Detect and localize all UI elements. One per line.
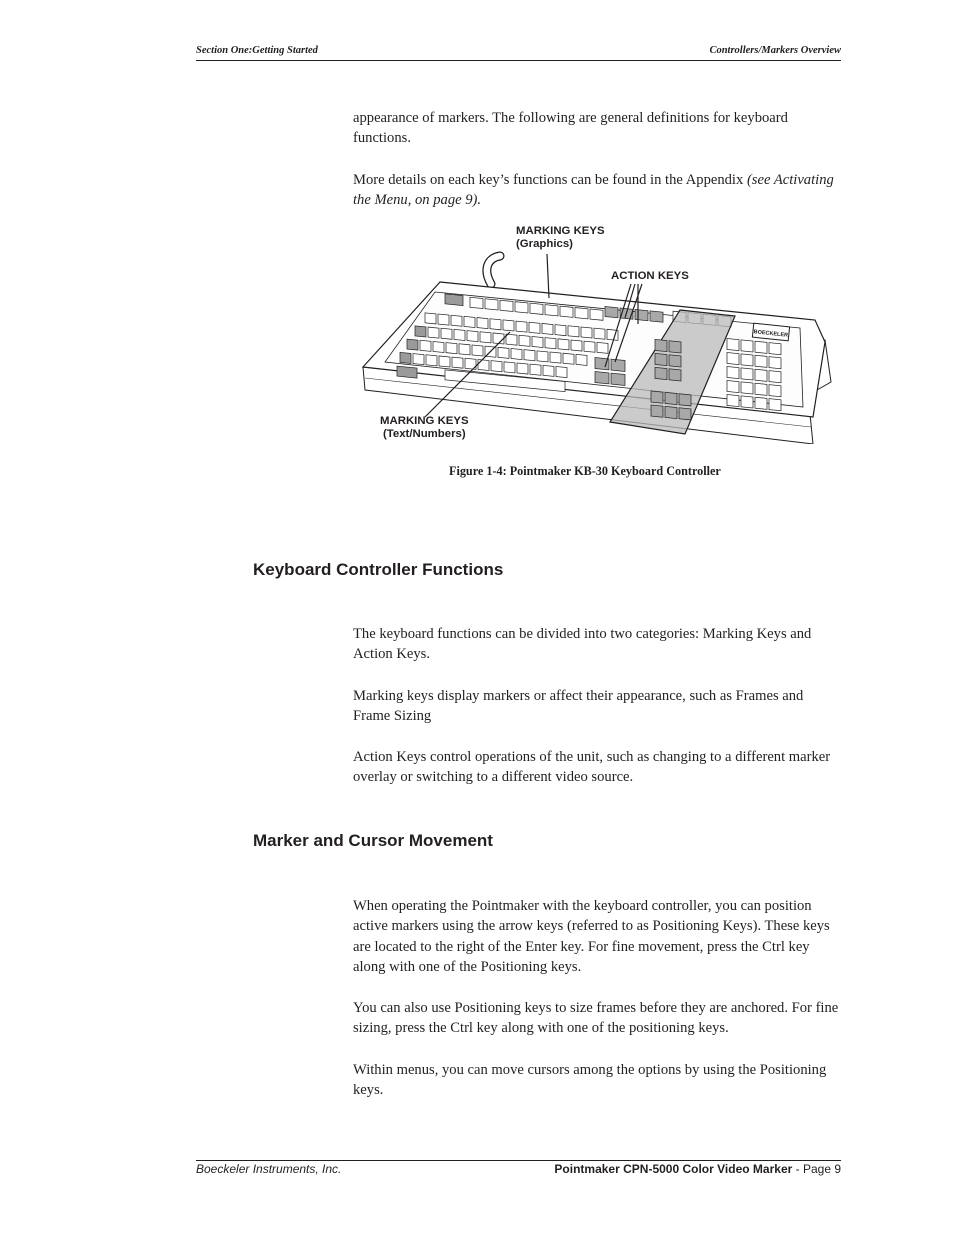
page-footer xyxy=(196,1160,841,1176)
keyboard-key xyxy=(478,359,489,370)
keyboard-key xyxy=(597,342,608,353)
keyboard-key xyxy=(537,351,548,362)
label-marking-keys-text-line1: MARKING KEYS xyxy=(380,415,469,427)
page-header xyxy=(196,45,841,61)
keyboard-figure xyxy=(355,222,845,444)
keyboard-key xyxy=(655,339,667,351)
footer-page-number: - Page 9 xyxy=(792,1162,841,1176)
keyboard-key xyxy=(575,308,588,319)
keyboard-key xyxy=(524,350,535,361)
keyboard-key xyxy=(446,343,457,354)
keyboard-key xyxy=(665,392,677,404)
keyboard-key xyxy=(769,385,781,397)
keyboard-key xyxy=(650,311,663,322)
keyboard-key xyxy=(407,339,418,350)
keyboard-key xyxy=(480,332,491,343)
header-chapter-title: Controllers/Markers Overview xyxy=(709,45,841,56)
keyboard-key xyxy=(511,348,522,359)
keyboard-key xyxy=(741,354,753,366)
intro-paragraph-2 xyxy=(353,170,843,211)
keyboard-key xyxy=(472,345,483,356)
keyboard-key xyxy=(568,326,579,337)
keyboard-key xyxy=(532,336,543,347)
keyboard-key xyxy=(545,338,556,349)
keyboard-key xyxy=(727,394,739,406)
keyboard-key xyxy=(452,357,463,368)
footer-product-name: Pointmaker CPN-5000 Color Video Marker xyxy=(554,1162,793,1176)
keyboard-key xyxy=(560,306,573,317)
keyboard-key xyxy=(451,315,462,326)
footer-product-page xyxy=(554,1162,841,1176)
keyboard-key xyxy=(755,355,767,367)
keyboard-key xyxy=(515,302,528,313)
keyboard-key xyxy=(493,333,504,344)
movement-paragraph-3: Within menus, you can move cursors among the options by using the Positioning keys. xyxy=(353,1062,827,1099)
keyboard-key xyxy=(576,354,587,365)
label-action-keys: ACTION KEYS xyxy=(611,270,689,282)
keyboard-key xyxy=(490,319,501,330)
keyboard-key xyxy=(769,343,781,355)
keyboard-key xyxy=(485,299,498,310)
keyboard-key xyxy=(491,361,502,372)
label-marking-keys-text xyxy=(380,415,469,441)
keyboard-key xyxy=(665,406,677,418)
keyboard-key xyxy=(397,366,417,378)
keyboard-key xyxy=(504,362,515,373)
keyboard-key xyxy=(506,334,517,345)
keyboard-key xyxy=(769,357,781,369)
keyboard-key xyxy=(769,371,781,383)
keyboard-key xyxy=(727,366,739,378)
keyboard-key xyxy=(769,399,781,411)
keyboard-key xyxy=(529,322,540,333)
keyboard-key xyxy=(727,380,739,392)
keyboard-key xyxy=(433,341,444,352)
keyboard-key xyxy=(611,359,625,371)
keyboard-key xyxy=(741,396,753,408)
keyboard-key xyxy=(679,408,691,420)
keyboard-key xyxy=(755,341,767,353)
keyboard-key xyxy=(727,338,739,350)
keyboard-key xyxy=(542,323,553,334)
label-marking-keys-text-line2: (Text/Numbers) xyxy=(382,428,466,440)
keyboard-key xyxy=(581,327,592,338)
keyboard-key xyxy=(755,397,767,409)
keyboard-key xyxy=(439,356,450,367)
functions-paragraph-1: The keyboard functions can be divided into two categories: Marking Keys and Action Keys. xyxy=(353,626,812,663)
keyboard-key xyxy=(558,339,569,350)
keyboard-key xyxy=(477,318,488,329)
keyboard-key xyxy=(651,391,663,403)
keyboard-illustration xyxy=(355,222,845,444)
keyboard-key xyxy=(584,341,595,352)
keyboard-key xyxy=(635,309,648,320)
label-marking-keys-graphics-line2: (Graphics) xyxy=(516,238,573,250)
keyboard-key xyxy=(415,326,426,337)
keyboard-key xyxy=(595,372,609,384)
keyboard-key xyxy=(420,340,431,351)
keyboard-key xyxy=(741,382,753,394)
keyboard-key xyxy=(516,321,527,332)
keyboard-key xyxy=(651,405,663,417)
keyboard-key xyxy=(555,325,566,336)
keyboard-key xyxy=(517,363,528,374)
keyboard-key xyxy=(425,313,436,324)
header-section-title: Section One:Getting Started xyxy=(196,45,318,56)
footer-company: Boeckeler Instruments, Inc. xyxy=(196,1162,342,1176)
functions-paragraph-2: Marking keys display markers or affect their appearance, such as Frames and Frame Sizing xyxy=(353,688,804,725)
boeckeler-logo: BOECKELER xyxy=(753,329,789,339)
keyboard-key xyxy=(611,373,625,385)
keyboard-key xyxy=(741,368,753,380)
intro-paragraph-1: appearance of markers. The following are general definitions for keyboard functions. xyxy=(353,110,788,147)
keyboard-key xyxy=(571,340,582,351)
keyboard-key xyxy=(590,309,603,320)
keyboard-key xyxy=(679,394,691,406)
functions-paragraph-3: Action Keys control operations of the unit, such as changing to a different marker overlay or switching to a different video source. xyxy=(353,749,831,786)
keyboard-key xyxy=(400,352,411,363)
keyboard-key xyxy=(470,297,483,308)
label-marking-keys-graphics-line1: MARKING KEYS xyxy=(516,225,605,237)
keyboard-key xyxy=(563,353,574,364)
keyboard-key xyxy=(755,383,767,395)
keyboard-key xyxy=(428,327,439,338)
keyboard-key xyxy=(605,307,618,318)
keyboard-key xyxy=(556,367,567,378)
keyboard-key xyxy=(669,341,681,353)
keyboard-key xyxy=(543,365,554,376)
keyboard-key xyxy=(741,340,753,352)
movement-paragraph-2: You can also use Positioning keys to size frames before they are anchored. For fine sizing, press the Ctrl key along with one of the positioning keys. xyxy=(353,1000,839,1037)
keyboard-key xyxy=(464,316,475,327)
keyboard-key xyxy=(519,335,530,346)
keyboard-key xyxy=(454,329,465,340)
appendix-reference: (see Activating the Menu, on page 9). xyxy=(353,172,834,209)
intro-paragraph-2-text: More details on each key’s functions can be found in the Appendix xyxy=(353,172,747,188)
keyboard-key xyxy=(655,353,667,365)
keyboard-key xyxy=(550,352,561,363)
keyboard-key xyxy=(445,294,463,306)
keyboard-key xyxy=(413,354,424,365)
heading-marker-cursor-movement: Marker and Cursor Movement xyxy=(253,831,493,850)
keyboard-key xyxy=(441,328,452,339)
figure-caption: Figure 1-4: Pointmaker KB-30 Keyboard Controller xyxy=(449,464,721,478)
keyboard-key xyxy=(545,305,558,316)
keyboard-key xyxy=(459,344,470,355)
keyboard-key xyxy=(669,355,681,367)
keyboard-key xyxy=(755,369,767,381)
label-marking-keys-graphics xyxy=(516,225,605,251)
keyboard-key xyxy=(530,364,541,375)
movement-paragraph-1: When operating the Pointmaker with the keyboard controller, you can position active markers using the arrow keys (referred to as Positioning Keys). These keys are located to the right of the Enter key. For fine movement, press the Ctrl key along with one of the Positioning keys. xyxy=(353,898,830,976)
keyboard-key xyxy=(727,352,739,364)
keyboard-key xyxy=(500,300,513,311)
keyboard-key xyxy=(594,328,605,339)
keyboard-key xyxy=(498,347,509,358)
keyboard-key xyxy=(655,367,667,379)
heading-keyboard-controller-functions: Keyboard Controller Functions xyxy=(253,560,504,579)
keyboard-key xyxy=(669,369,681,381)
keyboard-key xyxy=(438,314,449,325)
keyboard-key xyxy=(426,355,437,366)
keyboard-key xyxy=(530,303,543,314)
keyboard-key xyxy=(503,320,514,331)
keyboard-key xyxy=(467,331,478,342)
